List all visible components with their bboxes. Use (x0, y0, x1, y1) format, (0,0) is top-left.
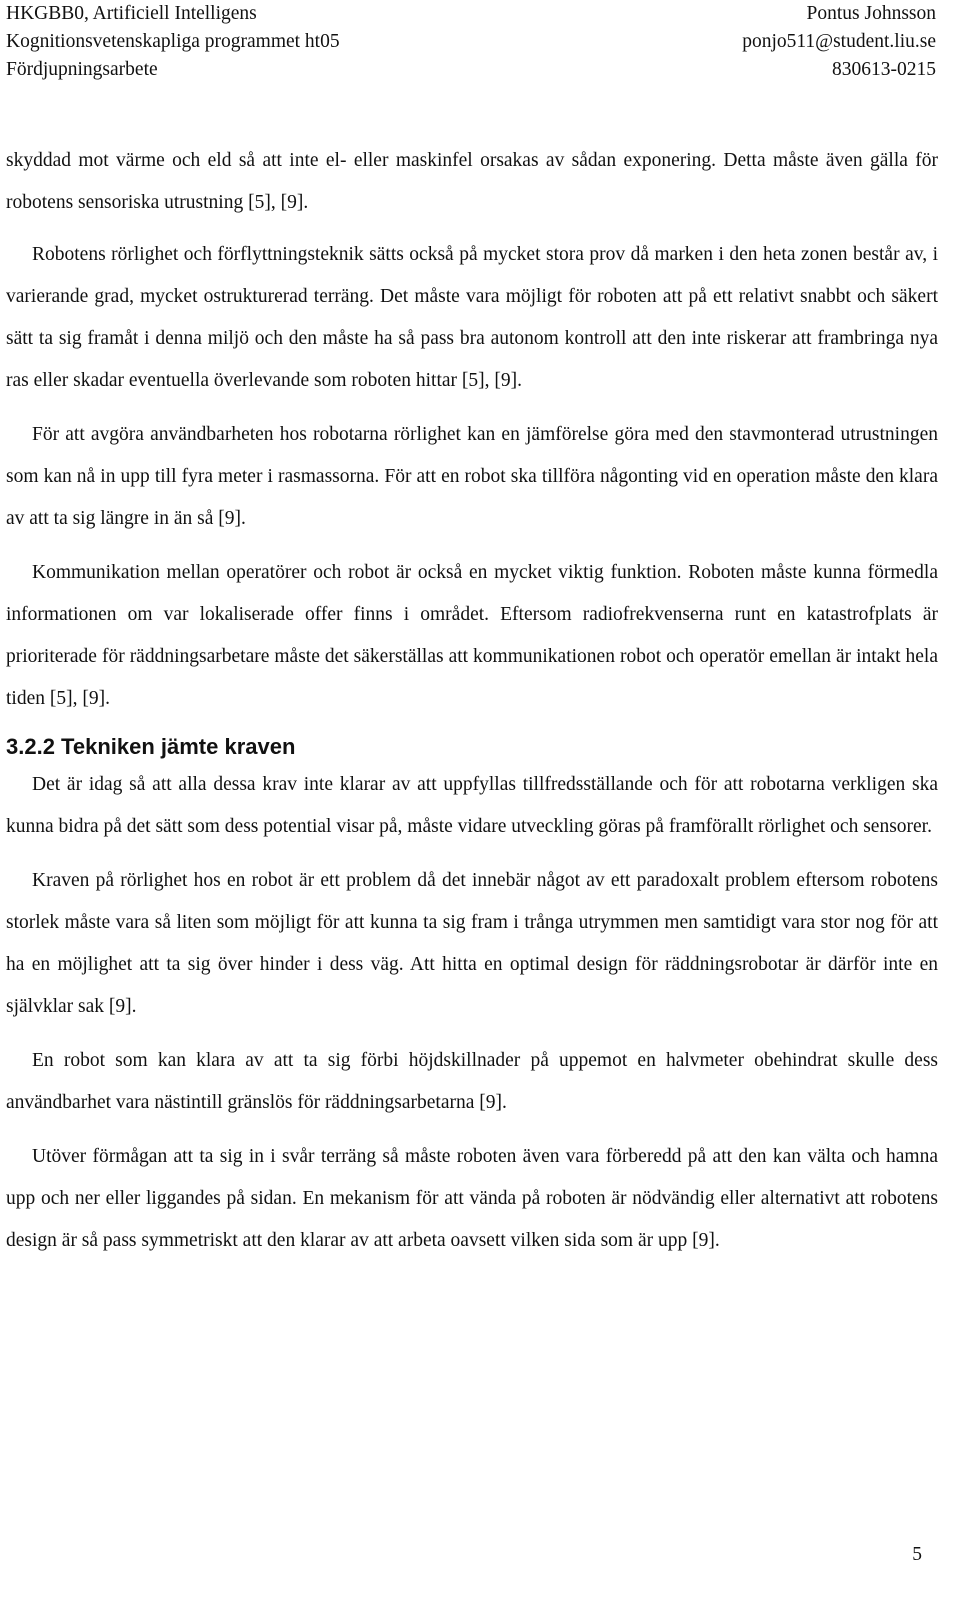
paragraph-mobility: Robotens rörlighet och förflyttningsteknik sätts också på mycket stora prov då marken i den heta zonen består av, i varierande grad, mycket ostrukturerad terräng. Det måste vara möjligt för roboten att på ett relativt snabbt och säkert sätt ta sig framåt i denna miljö och den måste ha så pass bra autonom kontroll att den inte riskerar att frambringa nya ras eller skadar eventuella överlevande som roboten hittar [5], [9]. (6, 244, 938, 391)
paragraph-obstacles: En robot som kan klara av att ta sig förbi höjdskillnader på uppemot en halvmeter obehindrat skulle dess användbarhet vara nästintill gränslös för räddningsarbetarna [9]. (6, 1050, 938, 1113)
program-name: Kognitionsvetenskapliga programmet ht05 (6, 31, 340, 52)
page-number: 5 (912, 1544, 922, 1565)
paragraph-communication: Kommunikation mellan operatörer och robot är också en mycket viktig funktion. Roboten måste kunna förmedla informationen om var lokaliserade offer finns i området. Eftersom radiofrekvenserna runt en katastrofplats är prioriterade för räddningsarbetare måste det säkerställas att kommunikationen robot och operatör emellan är intakt hela tiden [5], [9]. (6, 562, 938, 709)
course-code: HKGBB0, Artificiell Intelligens (6, 3, 257, 24)
paragraph-rollover: Utöver förmågan att ta sig in i svår terräng så måste roboten även vara förberedd på att den kan välta och hamna upp och ner eller liggandes på sidan. En mekanism för att vända på roboten är nödvändig eller alternativt att robotens design är så pass symmetriskt att den klarar av att arbeta oavsett vilken sida som är upp [9]. (6, 1146, 938, 1251)
author-id-number: 830613-0215 (832, 59, 936, 80)
author-email: ponjo511@student.liu.se (742, 31, 936, 52)
header-right-block (742, 0, 936, 84)
document-body (6, 140, 938, 1274)
paragraph-usability: För att avgöra användbarheten hos robotarna rörlighet kan en jämförelse göra med den stavmonterad utrustningen som kan nå in upp till fyra meter i rasmassorna. För att en robot ska tillföra någonting vid en operation måste den klara av att ta sig längre in än så [9]. (6, 424, 938, 529)
author-name: Pontus Johnsson (806, 3, 936, 24)
header-left-block (6, 0, 340, 84)
section-heading: 3.2.2 Tekniken jämte kraven (6, 734, 296, 759)
paragraph-requirements: Det är idag så att alla dessa krav inte klarar av att uppfyllas tillfredsställande och för att robotarna verkligen ska kunna bidra på det sätt som dess potential visar på, måste vidare utveckling göras på framförallt rörlighet och sensorer. (6, 774, 938, 837)
page-header (0, 0, 960, 88)
assignment-type: Fördjupningsarbete (6, 59, 158, 80)
paragraph-continued: skyddad mot värme och eld så att inte el- eller maskinfel orsakas av sådan exponering. Detta måste även gälla för robotens sensoriska utrustning [5], [9]. (6, 150, 938, 213)
paragraph-size-paradox: Kraven på rörlighet hos en robot är ett problem då det innebär något av ett paradoxalt problem eftersom robotens storlek måste vara så liten som möjligt för att kunna ta sig fram i trånga utrymmen men samtidigt vara stor nog för att ha en möjlighet att ta sig över hinder i dess väg. Att hitta en optimal design för räddningsrobotar är därför inte en självklar sak [9]. (6, 870, 938, 1017)
